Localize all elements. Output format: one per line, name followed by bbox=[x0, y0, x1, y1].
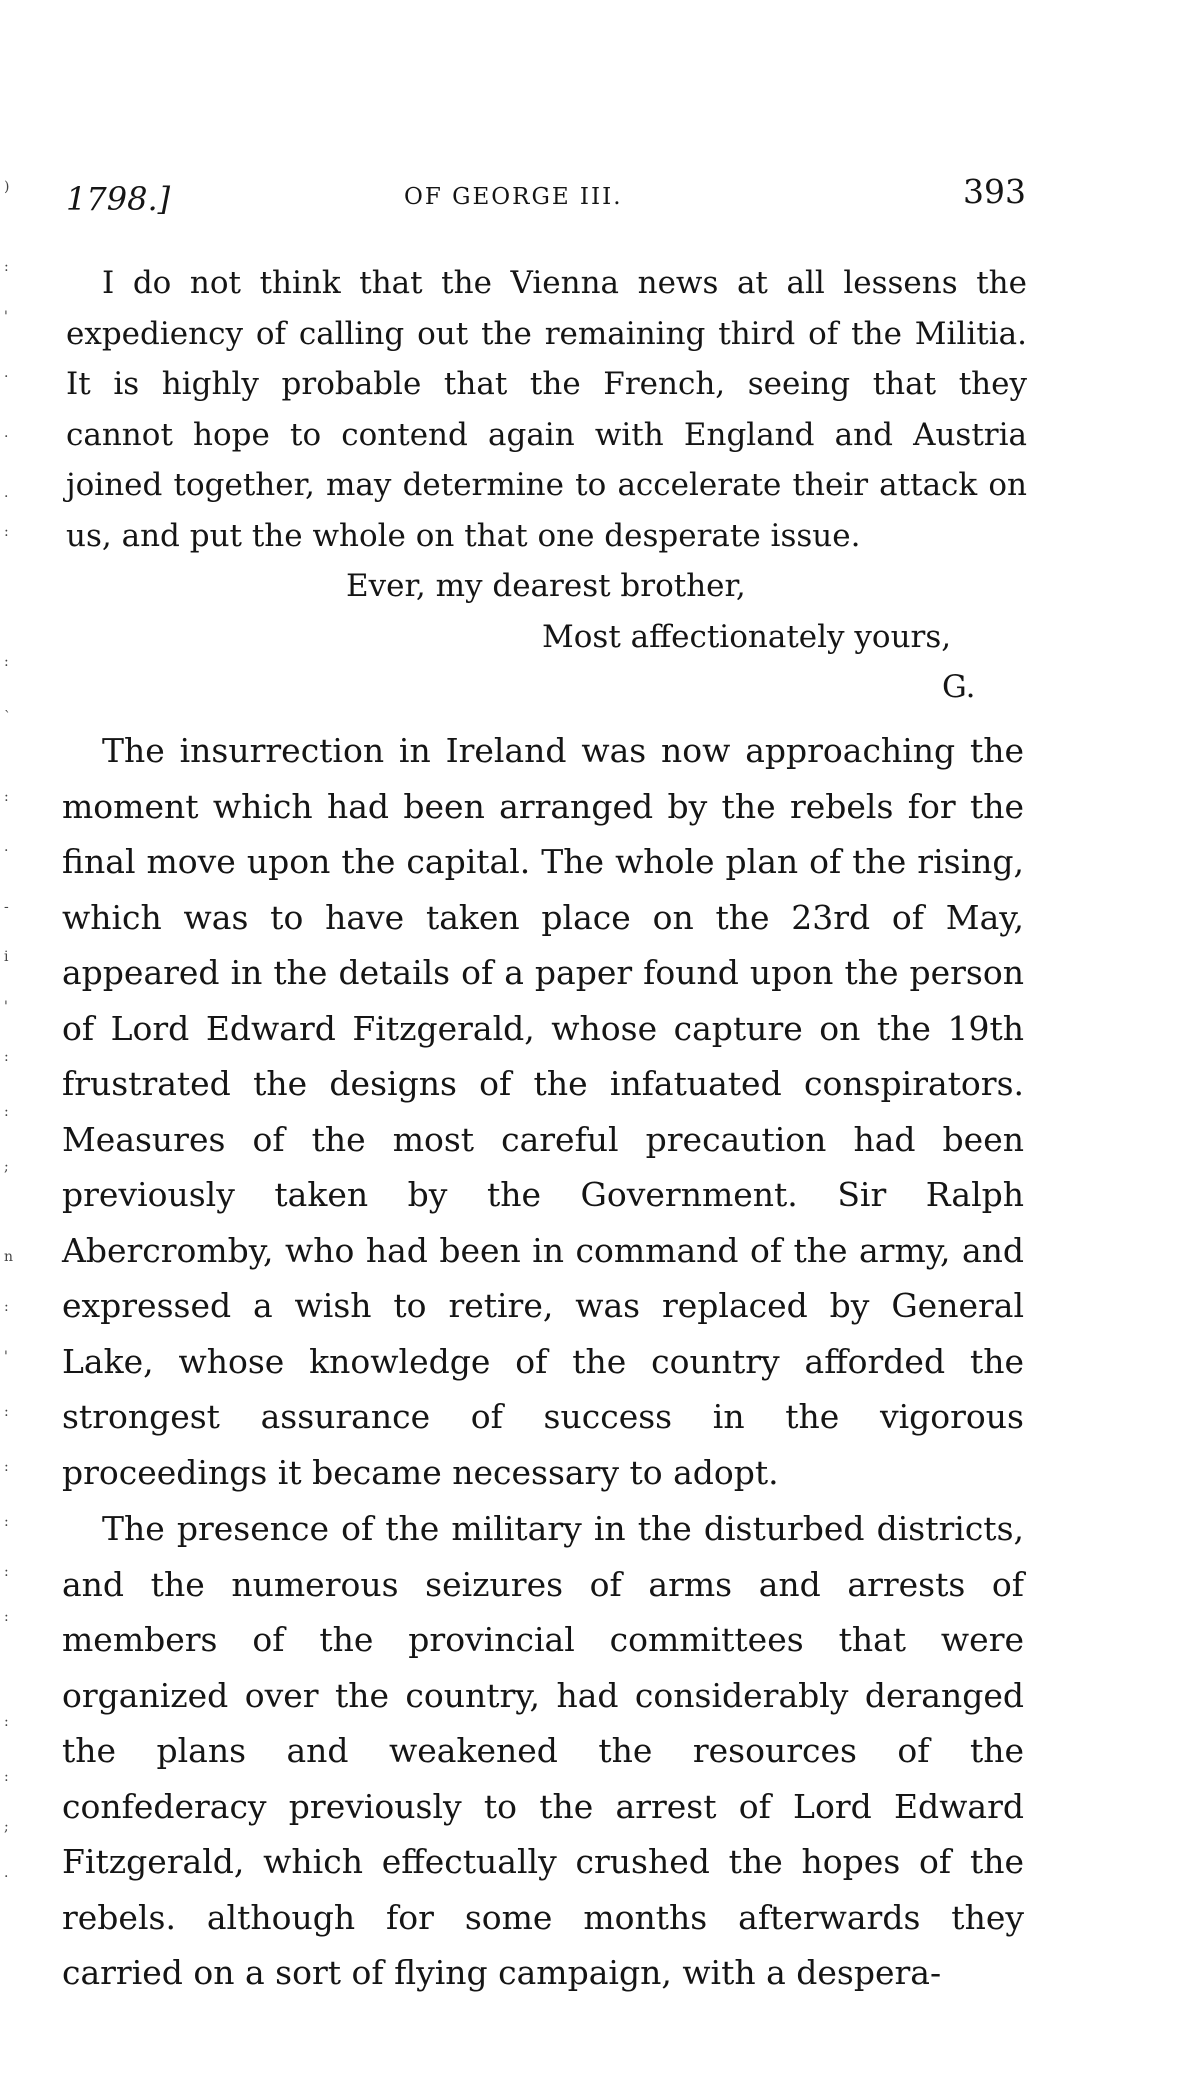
scan-margin-marks: ) : ' · · · : : ` : . - i ' : : ; n : ' : : : : : : : ; · bbox=[4, 179, 14, 1885]
narrative-text bbox=[62, 723, 1024, 2001]
letter-signature: G. bbox=[942, 669, 976, 705]
letter-body: I do not think that the Vienna news at all lessens the expediency of calling out the remaining third of the Militia. It is highly probable that the French, seeing that they cannot hope to contend again with England and Austria joined together, may determine to accelerate their attack on us, and put the whole on that one desperate issue. bbox=[66, 265, 1027, 554]
letter-excerpt bbox=[66, 258, 1027, 713]
letter-closing-salutation: Ever, my dearest brother, bbox=[346, 568, 746, 604]
running-header bbox=[66, 168, 1026, 218]
letter-closing-valediction: Most affectionately yours, bbox=[542, 618, 952, 655]
narrative-paragraph-1: The insurrection in Ireland was now approaching the moment which had been arranged by the rebels for the final move upon the capital. The whole plan of the rising, which was to have taken place on the 23rd of May, appeared in the details of a paper found upon the person of Lord Edward Fitzgerald, whose capture on the 19th frustrated the designs of the infatuated conspirators. Measures of the most careful precaution had been previously taken by the Government. Sir Ralph Abercromby, who had been in command of the army, and expressed a wish to retire, was replaced by General Lake, whose knowledge of the country afforded the strongest assurance of success in the vigorous proceedings it became necessary to adopt. bbox=[62, 731, 1024, 1492]
page-number: 393 bbox=[963, 172, 1026, 211]
header-year: 1798.] bbox=[66, 180, 171, 218]
narrative-paragraph-2: The presence of the military in the disturbed districts, and the numerous seizures of arms and arrests of members of the provincial committees that were organized over the country, had considerably deranged the plans and weakened the resources of the confederacy previously to the arrest of Lord Edward Fitzgerald, which effectually crushed the hopes of the rebels. although for some months afterwards they carried on a sort of flying campaign, with a despera- bbox=[62, 1509, 1024, 1992]
running-title: OF GEORGE III. bbox=[404, 184, 623, 210]
